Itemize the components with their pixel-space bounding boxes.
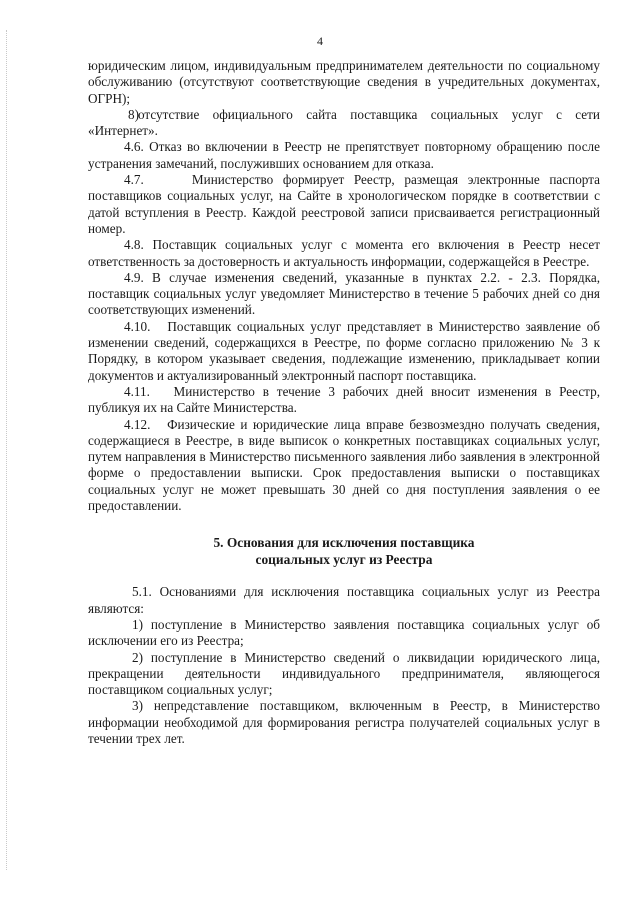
section-5-heading — [88, 534, 600, 568]
paragraph-4-12: 4.12. Физические и юридические лица вправе безвозмездно получать сведения, содержащиеся в Реестре, в виде выписок о конкретных поставщиках социальных услуг, путем направления в Министерство письменного заявления либо заявления в электронной форме о предоставлении выписки. Срок предоставления выписки о поставщиках социальных услуг не может превышать 30 дней со дня поступления заявления о ее предоставлении. — [88, 416, 604, 514]
paragraph-4-10: 4.10. Поставщик социальных услуг представляет в Министерство заявление об изменении сведений, содержащихся в Реестре, по форме согласно приложению № 3 к Порядку, в котором указывает сведения, подлежащие изменению, прикладывает копии документов и актуализированный электронный паспорт поставщика. — [88, 318, 604, 383]
list-item-5-1-3: 3) непредставление поставщиком, включенным в Реестр, в Министерство информации необходимой для формирования регистра получателей социальных услуг в течении трех лет. — [88, 698, 600, 746]
paragraph-4-7: 4.7. Министерство формирует Реестр, размещая электронные паспорта поставщиков социальных услуг, на Сайте в хронологическом порядке в соответствии с датой вступления в Реестр. Каждой реестровой записи присваивается регистрационный номер. — [88, 172, 604, 236]
scan-margin-artifact — [6, 30, 8, 870]
paragraph-4-8: 4.8. Поставщик социальных услуг с момента его включения в Реестр несет ответственность за достоверность и актуальность информации, содержащейся в Реестре. — [88, 237, 600, 269]
list-item-8 — [88, 107, 600, 140]
document-body — [88, 58, 604, 747]
paragraph-4-11: 4.11. Министерство в течение 3 рабочих дней вносит изменения в Реестр, публикуя их на Сайте Министерства. — [88, 383, 604, 416]
section-heading-line-2: социальных услуг из Реестра — [255, 552, 433, 568]
list-item-5-1-1: 1) поступление в Министерство заявления поставщика социальных услуг об исключении его из Реестра; — [88, 616, 600, 649]
list-item-number: 8) — [128, 106, 139, 122]
list-item-5-1-2: 2) поступление в Министерство сведений о ликвидации юридического лица, прекращении деятельности индивидуального предпринимателя, являющегося поставщиком социальных услуг; — [88, 649, 600, 698]
list-item-text: отсутствие официального сайта поставщика социальных услуг с сети «Интернет». — [88, 106, 600, 139]
page-number: 4 — [317, 34, 323, 48]
paragraph-continuation: юридическим лицом, индивидуальным предпринимателем деятельности по социальному обслуживанию (отсутствуют соответствующие сведения в учредительных документах, ОГРН); — [88, 58, 600, 106]
paragraph-5-1: 5.1. Основаниями для исключения поставщика социальных услуг из Реестра являются: — [88, 584, 600, 616]
section-heading-line-1: 5. Основания для исключения поставщика — [213, 535, 475, 551]
paragraph-4-9: 4.9. В случае изменения сведений, указанные в пунктах 2.2. - 2.3. Порядка, поставщик социальных услуг уведомляет Министерство в течение 5 рабочих дней со дня соответствующих изменений. — [88, 269, 600, 318]
paragraph-4-6: 4.6. Отказ во включении в Реестр не препятствует повторному обращению после устранения замечаний, послуживших основанием для отказа. — [88, 139, 600, 171]
